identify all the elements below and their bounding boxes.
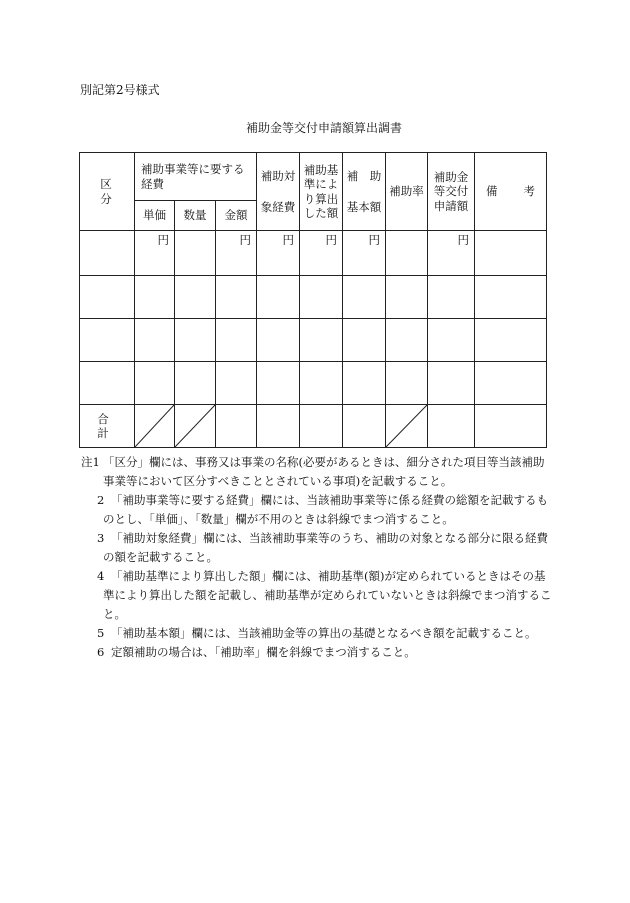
header-shinsei-gaku: 補助金等交付申請額 (428, 153, 475, 231)
cell-biko (475, 231, 547, 276)
note-number: 2 (97, 493, 105, 507)
notes-section (83, 453, 555, 662)
note-text: 「区分」欄には、事務又は事業の名称(必要があるときは、細分された項目等当該補助事業等において区分すべきこととされている事項)を記載すること。 (103, 455, 545, 488)
header-tanka: 単価 (135, 201, 175, 231)
header-taisho-bottom: 象経費 (260, 199, 296, 214)
table-row (80, 276, 547, 319)
note-number: 4 (97, 569, 105, 583)
cell-kijun-yen: 円 (300, 231, 343, 276)
note-item (83, 453, 555, 491)
note-text: 「補助基準により算出した額」欄には、補助基準(額)が定められているときはその基準により算出した額を記載し、補助基準が定められていないときは斜線でまつ消すること。 (103, 569, 552, 621)
cell-ritsu (386, 231, 428, 276)
header-row-top (80, 153, 547, 201)
note-item (83, 567, 555, 624)
table-row (80, 362, 547, 405)
header-taisho-keihi (257, 153, 300, 231)
calculation-table (79, 152, 547, 448)
note-item (83, 529, 555, 567)
form-number-label: 別記第2号様式 (80, 83, 160, 97)
cell-kingaku-yen: 円 (216, 231, 257, 276)
header-kingaku: 金額 (216, 201, 257, 231)
note-number: 6 (97, 645, 105, 659)
cell-taisho-yen: 円 (257, 231, 300, 276)
header-kihon-gaku (343, 153, 386, 231)
note-number: 注1 (81, 455, 100, 469)
note-text: 「補助対象経費」欄には、当該補助事業等のうち、補助の対象となる部分に限る経費の額を記載すること。 (103, 531, 548, 564)
header-taisho-top: 補助対 (260, 169, 296, 184)
header-kubun: 区 分 (80, 153, 135, 231)
header-biko-1: 備 (486, 184, 498, 199)
header-kihon-bottom: 基本額 (346, 199, 382, 214)
header-kijun-gaku: 補助基準により算出した額 (300, 153, 343, 231)
cell-kubun (80, 231, 135, 276)
note-item (83, 643, 555, 662)
header-kihon-top: 補 助 (346, 169, 382, 184)
header-biko (475, 153, 547, 231)
table-row (80, 231, 547, 276)
document-title: 補助金等交付申請額算出調書 (245, 121, 402, 135)
header-hojo-ritsu: 補助率 (386, 153, 428, 231)
note-text: 定額補助の場合は、「補助率」欄を斜線でまつ消すること。 (111, 645, 416, 659)
cell-kihon-yen: 円 (343, 231, 386, 276)
cell-tanka-yen: 円 (135, 231, 175, 276)
total-row (80, 405, 547, 448)
header-suryo: 数量 (175, 201, 216, 231)
cell-shinsei-yen: 円 (428, 231, 475, 276)
note-number: 5 (97, 626, 105, 640)
total-label: 合 計 (80, 405, 135, 448)
note-number: 3 (97, 531, 105, 545)
note-item (83, 491, 555, 529)
cell-suryo (175, 231, 216, 276)
header-expense-group: 補助事業等に要する経費 (135, 153, 257, 201)
note-text: 「補助事業等に要する経費」欄には、当該補助事業等に係る経費の総額を記載するものとし、「単価」、「数量」欄が不用のときは斜線でまつ消すること。 (103, 493, 548, 526)
note-text: 「補助基本額」欄には、当該補助金等の算出の基礎となるべき額を記載すること。 (111, 626, 537, 640)
diagonal-strike-suryo (175, 405, 216, 448)
diagonal-strike-tanka (135, 405, 175, 448)
diagonal-strike-ritsu (386, 405, 428, 448)
table-row (80, 319, 547, 362)
header-biko-2: 考 (523, 184, 535, 199)
note-item (83, 624, 555, 643)
